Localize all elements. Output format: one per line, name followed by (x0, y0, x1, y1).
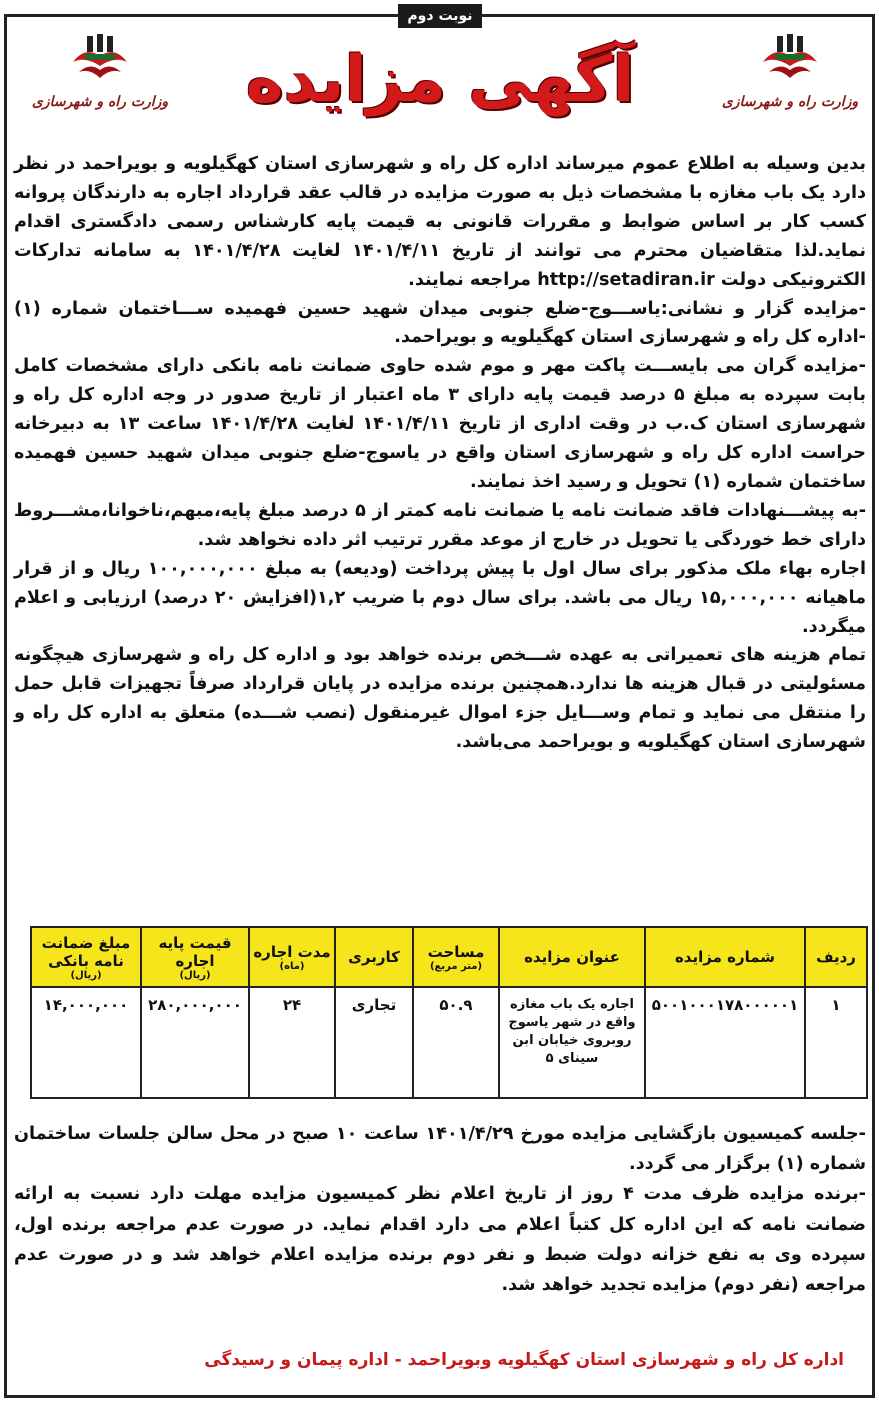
ministry-logo-left (30, 32, 170, 124)
cell-title: اجاره یک باب مغازه واقع در شهر یاسوج روبروی خیابان ابن سینای ۵ (499, 987, 645, 1098)
invalid-bids-paragraph: -به پیشـــنهادات فاقد ضمانت نامه یا ضمانت نامه کمتر از ۵ درصد مبلغ پایه،مبهم،ناخوانا،مشـــروط دارای خط خوردگی یا تحویل در خارج از موعد مقرر ترتیب اثر داده نخواهد شد. (14, 500, 867, 550)
col-duration (249, 927, 335, 987)
session-paragraph: -جلسه کمیسیون بازگشایی مزایده مورخ ۱۴۰۱/۴/۲۹ ساعت ۱۰ صبح در محل سالن جلسات ساختمان شماره (۱) برگزار می گردد. (14, 1124, 866, 1175)
col-usage: کاربری (335, 927, 413, 987)
closing-body (14, 1119, 866, 1300)
intro-paragraph: بدین وسیله به اطلاع عموم میرساند اداره کل راه و شهرسازی استان کهگیلویه و بویراحمد در نظر دارد یک باب مغازه با مشخصات ذیل به صورت مزایده در قالب عقد قرارداد اجاره به دارندگان پروانه کسب کار بر اساس ضوابط و مقررات قانونی به قیمت پایه کارشناس رسمی دادگستری اقدام نماید.لذا متقاضیان محترم می توانند از تاریخ ۱۴۰۱/۴/۱۱ لغایت ۱۴۰۱/۴/۲۸ به سامانه تدارکات الکترونیکی دولت http://setadiran.ir مراجعه نمایند. (14, 154, 866, 290)
table-header-row (31, 927, 867, 987)
col-title: عنوان مزایده (499, 927, 645, 987)
ministry-emblem-icon (755, 32, 825, 88)
cell-area: ۵۰.۹ (413, 987, 499, 1098)
col-base-price (141, 927, 249, 987)
cell-base-price: ۲۸۰,۰۰۰,۰۰۰ (141, 987, 249, 1098)
col-guarantee-unit: (ریال) (70, 969, 102, 981)
col-radif: ردیف (805, 927, 867, 987)
col-guarantee-label: مبلغ ضمانت نامه بانکی (41, 933, 131, 970)
col-guarantee (31, 927, 141, 987)
col-number: شماره مزایده (645, 927, 805, 987)
cell-guarantee: ۱۴,۰۰۰,۰۰۰ (31, 987, 141, 1098)
rent-paragraph: اجاره بهاء ملک مذکور برای سال اول با پیش پرداخت (ودیعه) به مبلغ ۱۰۰,۰۰۰,۰۰۰ ریال و از قرار ماهیانه ۱۵,۰۰۰,۰۰۰ ریال می باشد. برای سال دوم با ضریب ۱,۲(افزایش ۲۰ درصد) ارزیابی و اعلام میگردد. (14, 558, 866, 637)
table-row (31, 987, 867, 1098)
envelope-paragraph: -مزایده گران می بایســـت پاکت مهر و موم شده حاوی ضمانت نامه بانکی دارای مشخصات کامل بابت سپرده به مبلغ ۵ درصد قیمت پایه دارای ۳ ماه اعتبار از تاریخ صدور در وجه اداره کل راه و شهرسازی استان ک.ب در وقت اداری از تاریخ ۱۴۰۱/۴/۱۱ لغایت ۱۴۰۱/۴/۲۸ ساعت ۱۳ به دبیرخانه حراست اداره کل راه و شهرسازی استان واقع در یاسوج-ضلع جنوبی میدان شهید حسین فهمیده ساختمان شماره (۱) تحویل و رسید اخذ نمایند. (14, 356, 867, 492)
col-area-label: مساحت (427, 942, 485, 961)
cell-number: ۵۰۰۱۰۰۰۱۷۸۰۰۰۰۰۱ (645, 987, 805, 1098)
address-paragraph: -مزایده گزار و نشانی:یاســـوج-ضلع جنوبی میدان شهید حسین فهمیده ســـاختمان شماره (۱) -اداره کل راه و شهرسازی استان کهگیلویه و بویراحمد. (14, 298, 866, 348)
col-duration-unit: (ماه) (279, 960, 305, 972)
auction-table (30, 926, 868, 1099)
col-base-price-label: قیمت پایه اجاره (158, 933, 232, 970)
winner-paragraph: -برنده مزایده ظرف مدت ۴ روز از تاریخ اعلام نظر کمیسیون مزایده مهلت دارد نسبت به ارائه ضمانت نامه که این اداره کل کتباً اعلام می دارد اقدام نماید. در صورت عدم مراجعه برنده اول، سپرده وی به نفع خزانه دولت ضبط و نفر دوم برنده مزایده اعلام خواهد شد و در صورت عدم مراجعه (نفر دوم) مزایده تجدید خواهد شد. (14, 1184, 866, 1296)
ministry-logo-right (720, 32, 860, 124)
announcement-body (14, 150, 866, 757)
ministry-emblem-icon (65, 32, 135, 88)
ministry-caption-right: وزارت راه و شهرسازی (721, 94, 859, 110)
col-area (413, 927, 499, 987)
costs-paragraph: تمام هزینه های تعمیراتی به عهده شـــخص برنده خواهد بود و اداره کل راه و شهرسازی هیچگونه مسئولیتی در قبال هزینه ها ندارد.همچنین برنده مزایده در پایان قرارداد صرفاً تجهیزات قابل حمل را منتقل می نماید و تمام وســـایل جزء اموال غیرمنقول (نصب شـــده) متعلق به اداره کل راه و شهرسازی استان کهگیلویه و بویراحمد می‌باشد. (14, 645, 866, 753)
col-duration-label: مدت اجاره (253, 942, 331, 961)
col-base-price-unit: (ریال) (179, 969, 211, 981)
col-area-unit: (متر مربع) (429, 960, 483, 972)
footer-signature: اداره کل راه و شهرسازی استان کهگیلویه وبویراحمد - اداره پیمان و رسیدگی (204, 1350, 844, 1370)
cell-radif: ۱ (805, 987, 867, 1098)
cell-usage: تجاری (335, 987, 413, 1098)
round-badge: نوبت دوم (398, 4, 482, 28)
page-title: آگهی مزایده (245, 43, 635, 117)
ministry-caption-left: وزارت راه و شهرسازی (31, 94, 169, 110)
cell-duration: ۲۴ (249, 987, 335, 1098)
